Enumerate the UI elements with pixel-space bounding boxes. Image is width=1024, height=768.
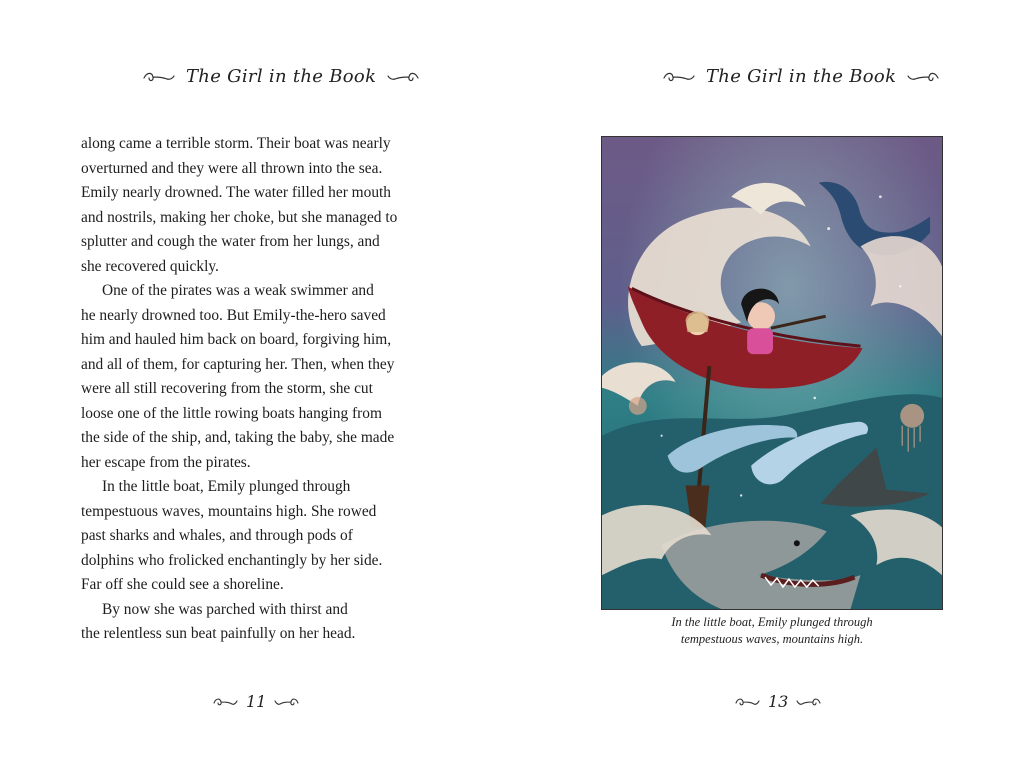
ornament-swirl-left-icon [662,70,696,84]
right-page [512,0,1024,768]
body-line: Emily nearly drowned. The water filled her mouth [81,184,391,201]
body-line: tempestuous waves, mountains high. She rowed [81,502,377,520]
storm-illustration [601,136,943,610]
page-number: 11 [246,692,267,711]
ornament-swirl-left-icon [142,70,176,84]
body-line: and nostrils, making her choke, but she managed to [81,208,398,226]
folio-swirl-right-icon [796,696,822,708]
body-text [81,132,431,647]
folio-swirl-left-icon [212,696,238,708]
ornament-swirl-right-icon [386,70,420,84]
body-line: he nearly drowned too. But Emily-the-hero saved [81,306,386,324]
folio-left [212,692,300,711]
body-line: overturned and they were all thrown into the sea. [81,159,383,177]
body-line: her escape from the pirates. [81,453,251,471]
running-head-right [662,66,940,87]
body-line: she recovered quickly. [81,257,219,275]
running-head-title: The Girl in the Book [706,66,897,87]
folio-swirl-left-icon [734,696,760,708]
body-line: In the little boat, Emily plunged through [102,478,351,495]
ornament-swirl-right-icon [906,70,940,84]
body-line: and all of them, for capturing her. Then, when they [81,355,395,373]
body-line: loose one of the little rowing boats hanging from [81,404,382,422]
storm-scene-image [602,137,942,609]
body-line: were all still recovering from the storm, she cut [81,380,373,397]
body-line: the relentless sun beat painfully on her head. [81,625,356,642]
body-line: Far off she could see a shoreline. [81,576,284,593]
jellyfish [900,404,924,428]
jellyfish [629,397,647,415]
body-line: splutter and cough the water from her lungs, and [81,233,380,250]
body-line: him and hauled him back on board, forgiving him, [81,331,392,348]
running-head-title: The Girl in the Book [186,66,377,87]
caption-line: In the little boat, Emily plunged through [671,615,873,629]
folio-swirl-right-icon [274,696,300,708]
folio-right [734,692,822,711]
page-number: 13 [768,692,789,711]
body-line: the side of the ship, and, taking the baby, she made [81,429,395,446]
body-line: One of the pirates was a weak swimmer and [102,282,374,299]
body-line: along came a terrible storm. Their boat was nearly [81,135,391,152]
caption-line: tempestuous waves, mountains high. [680,632,864,646]
illustration-caption [601,614,943,648]
body-line: By now she was parched with thirst and [102,600,348,618]
body-line: dolphins who frolicked enchantingly by her side. [81,551,383,569]
body-line: past sharks and whales, and through pods of [81,527,353,544]
running-head-left [142,66,420,87]
